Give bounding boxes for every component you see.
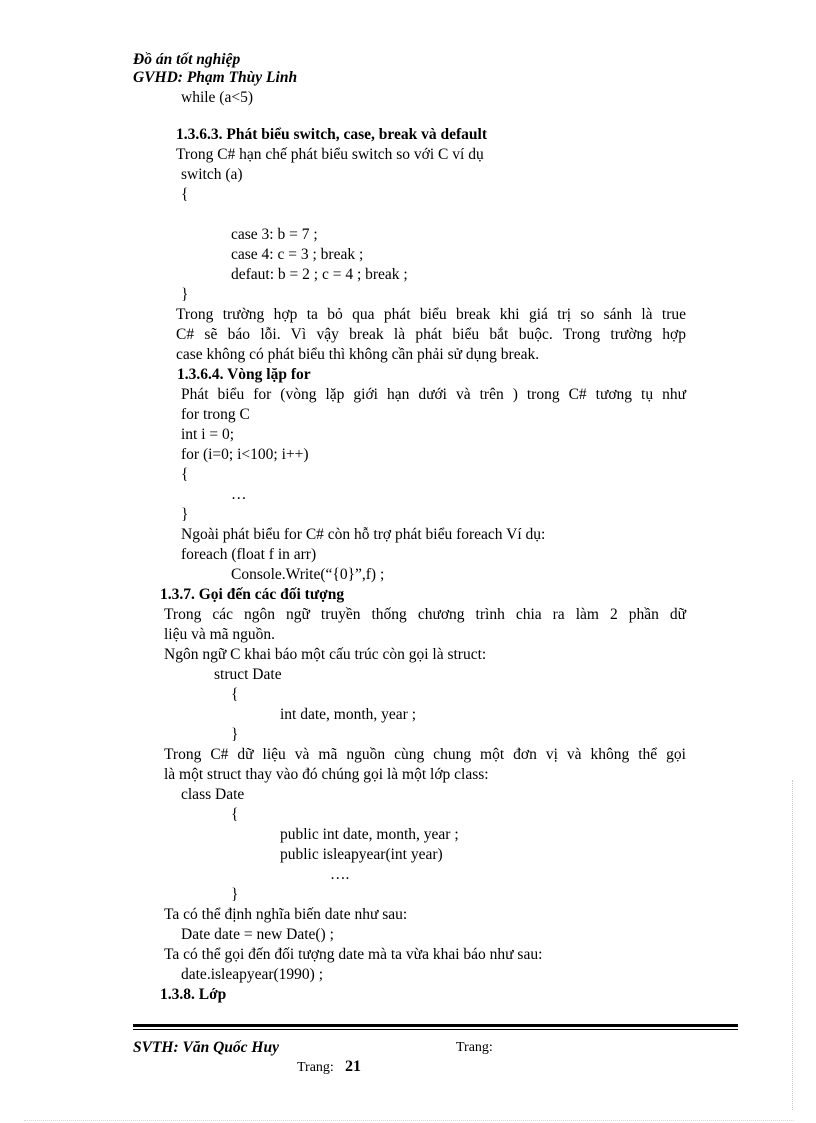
- code-line: }: [231, 726, 239, 743]
- code-line: ….: [330, 866, 350, 883]
- code-line: foreach (float f in arr): [181, 546, 317, 563]
- footer-rule-thick: [133, 1024, 738, 1027]
- paragraph-line: Ta có thể định nghĩa biến date như sau:: [164, 906, 408, 923]
- paragraph-line: Trong C# dữ liệu và mã nguồn cùng chung một đơn vị và không thể gọi: [164, 746, 686, 763]
- footer-author: SVTH: Văn Quốc Huy: [133, 1039, 279, 1056]
- page-bottom-dots: [24, 1120, 794, 1121]
- code-line: case 4: c = 3 ; break ;: [231, 246, 364, 263]
- code-line: {: [231, 806, 239, 823]
- code-line: class Date: [181, 786, 245, 803]
- page-edge-dots: [762, 780, 793, 1110]
- code-line: struct Date: [214, 666, 282, 683]
- paragraph-line: là một struct thay vào đó chúng gọi là một lớp class:: [164, 766, 489, 783]
- code-line: for (i=0; i<100; i++): [181, 446, 309, 463]
- paragraph-line: Phát biểu for (vòng lặp giới hạn dưới và trên ) trong C# tương tụ như: [181, 386, 686, 403]
- code-line: Date date = new Date() ;: [181, 926, 334, 943]
- code-line: defaut: b = 2 ; c = 4 ; break ;: [231, 266, 408, 283]
- paragraph-line: Ngoài phát biểu for C# còn hỗ trợ phát biểu foreach Ví dụ:: [181, 526, 546, 543]
- header-advisor: GVHD: Phạm Thùy Linh: [133, 69, 298, 86]
- section-heading: 1.3.6.3. Phát biểu switch, case, break và default: [176, 126, 488, 143]
- code-line: {: [231, 686, 239, 703]
- code-line: Console.Write(“{0}”,f) ;: [231, 566, 385, 583]
- paragraph-line: C# sẽ báo lỗi. Vì vậy break là phát biểu bắt buộc. Trong trường hợp: [176, 326, 686, 343]
- code-line: }: [231, 886, 239, 903]
- paragraph-line: Trong trường hợp ta bỏ qua phát biểu break khi giá trị so sánh là true: [176, 306, 686, 323]
- paragraph-line: case không có phát biểu thì không cần phải sử dụng break.: [176, 346, 540, 363]
- paragraph-line: Ngôn ngữ C khai báo một cấu trúc còn gọi là struct:: [164, 646, 487, 663]
- code-line: }: [181, 286, 189, 303]
- header-project: Đồ án tốt nghiệp: [133, 51, 241, 68]
- footer-page-label-2: Trang:: [297, 1060, 334, 1075]
- footer-page-number: 21: [345, 1058, 361, 1075]
- code-line: {: [181, 466, 189, 483]
- code-line: public int date, month, year ;: [280, 826, 459, 843]
- paragraph-line: for trong C: [181, 406, 250, 423]
- code-line: int i = 0;: [181, 426, 235, 443]
- code-line: …: [231, 486, 247, 503]
- code-line: date.isleapyear(1990) ;: [181, 966, 324, 983]
- section-heading: 1.3.8. Lớp: [160, 986, 227, 1003]
- section-heading: 1.3.6.4. Vòng lặp for: [177, 366, 311, 383]
- code-line: }: [181, 506, 189, 523]
- code-line: while (a<5): [181, 89, 254, 106]
- section-heading: 1.3.7. Gọi đến các đối tượng: [160, 586, 345, 603]
- footer-rule-thin: [133, 1029, 738, 1030]
- paragraph-line: Trong các ngôn ngữ truyền thống chương trình chia ra làm 2 phần dữ: [164, 606, 686, 623]
- footer-page-label: Trang:: [456, 1040, 493, 1055]
- code-line: int date, month, year ;: [280, 706, 417, 723]
- code-line: switch (a): [181, 166, 243, 183]
- paragraph-line: Ta có thể gọi đến đối tượng date mà ta vừa khai báo như sau:: [164, 946, 543, 963]
- code-line: case 3: b = 7 ;: [231, 226, 318, 243]
- code-line: {: [181, 186, 189, 203]
- code-line: public isleapyear(int year): [280, 846, 443, 863]
- paragraph-line: Trong C# hạn chế phát biểu switch so với C ví dụ: [176, 146, 484, 163]
- paragraph-line: liệu và mã nguồn.: [164, 626, 276, 643]
